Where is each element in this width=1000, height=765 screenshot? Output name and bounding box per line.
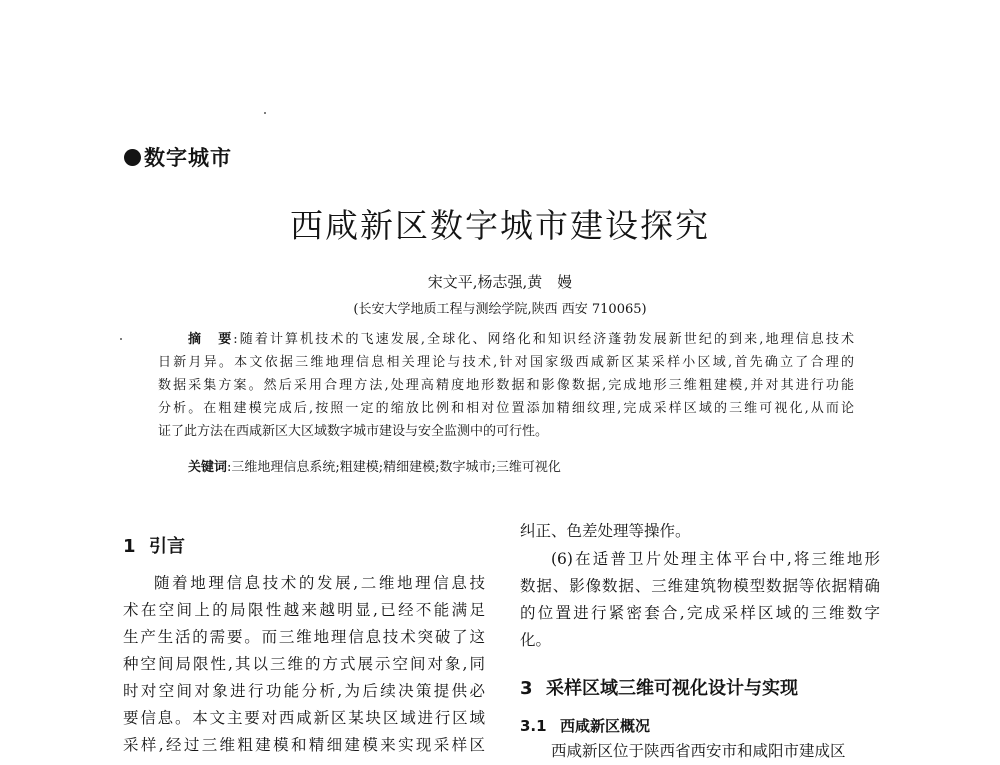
abstract-line: 证了此方法在西咸新区大区域数字城市建设与安全监测中的可行性。 <box>158 424 549 439</box>
section-tag-label: 数字城市 <box>144 146 232 170</box>
abstract-line: 数据采集方案。然后采用合理方法,处理高精度地形数据和影像数据,完成地形三维粗建模,并对其进行功能 <box>158 378 854 393</box>
abstract <box>158 328 854 443</box>
body-line: 的位置进行紧密套合,完成采样区域的三维数字 <box>520 604 880 622</box>
section-1-heading <box>123 532 185 558</box>
body-line: 时对空间对象进行功能分析,为后续决策提供必 <box>123 682 485 700</box>
body-line: 要信息。本文主要对西咸新区某块区域进行区域 <box>123 709 485 727</box>
subsection-title: 西咸新区概况 <box>560 717 651 735</box>
keywords <box>188 456 561 475</box>
body-line: 数据、影像数据、三维建筑物模型数据等依据精确 <box>520 577 880 595</box>
body-line: 种空间局限性,其以三维的方式展示空间对象,同 <box>123 655 485 673</box>
body-line: 采样,经过三维粗建模和精细建模来实现采样区 <box>123 736 485 754</box>
body-line: (6)在适普卫片处理主体平台中,将三维地形 <box>551 550 880 568</box>
section-tag <box>124 142 232 172</box>
body-line: 纠正、色差处理等操作。 <box>520 522 691 540</box>
abstract-line: 分析。在粗建模完成后,按照一定的缩放比例和相对位置添加精细纹理,完成采样区域的三维可视化,从而论 <box>158 401 854 416</box>
paper-authors: 宋文平,杨志强,黄 嫚 <box>427 273 573 291</box>
abstract-line: 日新月异。本文依据三维地理信息相关理论与技术,针对国家级西咸新区某采样小区域,首先确立了合理的 <box>158 355 854 370</box>
section-1-body <box>123 570 485 759</box>
bullet-icon <box>124 149 141 166</box>
section-number: 3 <box>520 678 533 699</box>
abstract-line: 摘 要:随着计算机技术的飞速发展,全球化、网络化和知识经济蓬勃发展新世纪的到来,地理信息技术 <box>188 332 854 347</box>
right-column-top <box>520 518 880 545</box>
section-title: 引言 <box>149 536 185 557</box>
paper-affiliation: (长安大学地质工程与测绘学院,陕西 西安 710065) <box>353 302 647 317</box>
keywords-label: 关键词 <box>188 460 228 475</box>
section-title: 采样区域三维可视化设计与实现 <box>546 678 798 699</box>
section-number: 1 <box>123 536 136 557</box>
section-3-1-heading <box>520 715 650 736</box>
scan-speck <box>120 338 122 340</box>
abstract-label: 摘 要 <box>188 332 234 347</box>
scan-speck <box>264 112 266 114</box>
body-line: 化。 <box>520 631 552 649</box>
item-6-paragraph <box>520 546 880 654</box>
keywords-text: :三维地理信息系统;粗建模;精细建模;数字城市;三维可视化 <box>227 460 561 475</box>
body-line: 随着地理信息技术的发展,二维地理信息技 <box>154 574 485 592</box>
body-line: 术在空间上的局限性越来越明显,已经不能满足 <box>123 601 485 619</box>
body-line: 西咸新区位于陕西省西安市和咸阳市建成区 <box>551 742 846 760</box>
body-line: 生产生活的需要。而三维地理信息技术突破了这 <box>123 628 485 646</box>
subsection-number: 3.1 <box>520 717 547 735</box>
section-3-heading <box>520 674 798 700</box>
paper-title: 西咸新区数字城市建设探究 <box>290 206 710 245</box>
